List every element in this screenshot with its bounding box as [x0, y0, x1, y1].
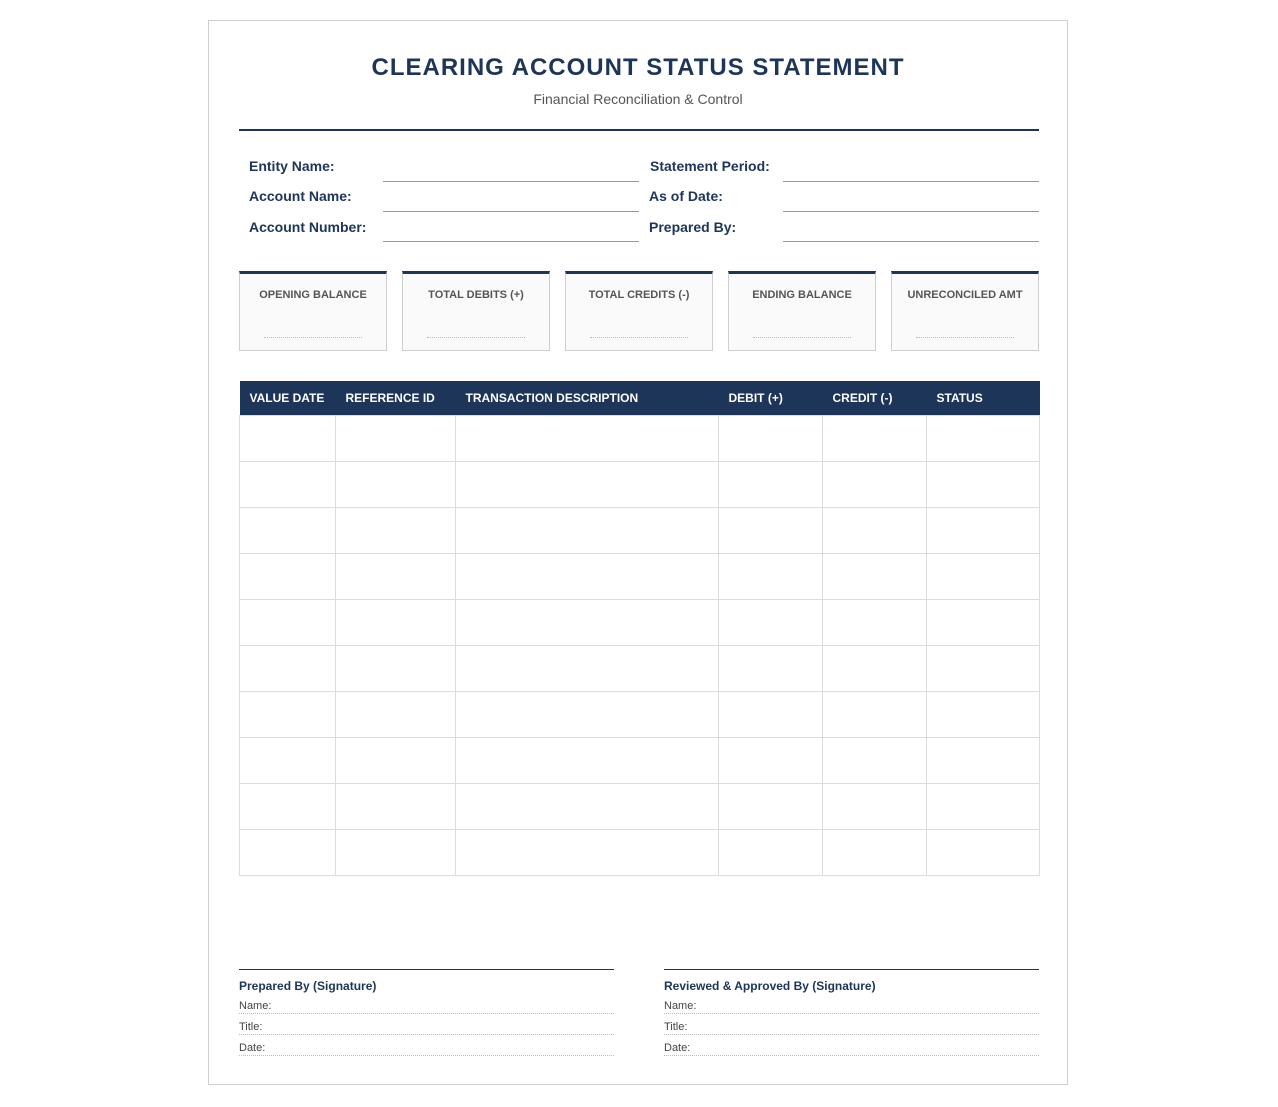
table-cell[interactable] — [456, 416, 719, 462]
table-cell[interactable] — [456, 738, 719, 784]
table-cell[interactable] — [719, 646, 823, 692]
reviewer-date-field[interactable]: Date: — [664, 1035, 1039, 1056]
table-row — [240, 830, 1040, 876]
table-cell[interactable] — [456, 554, 719, 600]
signature-title: Reviewed & Approved By (Signature) — [664, 979, 876, 993]
stat-label: ENDING BALANCE — [752, 289, 852, 301]
total-credits-box — [565, 271, 713, 351]
table-header-row — [240, 381, 1040, 416]
table-row — [240, 646, 1040, 692]
table-cell[interactable] — [927, 646, 1040, 692]
table-cell[interactable] — [719, 692, 823, 738]
statement-period-field[interactable] — [783, 181, 1039, 182]
signature-title: Prepared By (Signature) — [239, 979, 377, 993]
table-cell[interactable] — [456, 508, 719, 554]
total-debits-box — [402, 271, 550, 351]
signature-line[interactable] — [239, 969, 614, 970]
stat-label: TOTAL DEBITS (+) — [428, 289, 524, 301]
table-cell[interactable] — [240, 738, 336, 784]
entity-name-label: Entity Name: — [249, 158, 335, 174]
table-cell[interactable] — [823, 692, 927, 738]
table-body — [240, 416, 1040, 876]
opening-balance-box — [239, 271, 387, 351]
as-of-date-field[interactable] — [783, 211, 1039, 212]
table-cell[interactable] — [240, 554, 336, 600]
column-header-status: STATUS — [927, 381, 1040, 416]
table-cell[interactable] — [927, 462, 1040, 508]
document-title: CLEARING ACCOUNT STATUS STATEMENT — [371, 54, 905, 81]
table-cell[interactable] — [719, 784, 823, 830]
table-row — [240, 554, 1040, 600]
account-name-label: Account Name: — [249, 188, 352, 204]
stat-label: TOTAL CREDITS (-) — [588, 289, 690, 301]
column-header-debit: DEBIT (+) — [719, 381, 823, 416]
table-cell[interactable] — [456, 692, 719, 738]
total-debits-value[interactable] — [427, 337, 525, 338]
table-cell[interactable] — [456, 646, 719, 692]
as-of-date-label: As of Date: — [649, 188, 723, 204]
table-cell[interactable] — [336, 738, 456, 784]
table-cell[interactable] — [823, 462, 927, 508]
statement-period-label: Statement Period: — [650, 158, 770, 174]
column-header-value-date: VALUE DATE — [240, 381, 336, 416]
header-divider — [239, 129, 1039, 131]
table-cell[interactable] — [240, 692, 336, 738]
table-cell[interactable] — [240, 416, 336, 462]
table-cell[interactable] — [719, 600, 823, 646]
table-cell[interactable] — [719, 462, 823, 508]
table-cell[interactable] — [456, 462, 719, 508]
table-cell[interactable] — [719, 508, 823, 554]
table-cell[interactable] — [823, 554, 927, 600]
table-cell[interactable] — [823, 508, 927, 554]
table-cell[interactable] — [336, 692, 456, 738]
account-number-label: Account Number: — [249, 219, 367, 235]
table-cell[interactable] — [927, 508, 1040, 554]
table-cell[interactable] — [719, 830, 823, 876]
table-cell[interactable] — [927, 830, 1040, 876]
table-cell[interactable] — [823, 830, 927, 876]
signature-line[interactable] — [664, 969, 1039, 970]
table-row — [240, 784, 1040, 830]
preparer-title-field[interactable]: Title: — [239, 1014, 614, 1035]
table-row — [240, 508, 1040, 554]
table-cell[interactable] — [823, 738, 927, 784]
table-cell[interactable] — [719, 738, 823, 784]
table-cell[interactable] — [336, 416, 456, 462]
table-cell[interactable] — [927, 554, 1040, 600]
table-cell[interactable] — [336, 646, 456, 692]
opening-balance-value[interactable] — [264, 337, 362, 338]
table-cell[interactable] — [719, 416, 823, 462]
table-cell[interactable] — [336, 554, 456, 600]
entity-name-field[interactable] — [383, 181, 639, 182]
column-header-description: TRANSACTION DESCRIPTION — [456, 381, 719, 416]
table-cell[interactable] — [823, 600, 927, 646]
table-cell[interactable] — [240, 784, 336, 830]
reviewer-signature-block — [664, 969, 1039, 1056]
table-cell[interactable] — [240, 646, 336, 692]
total-credits-value[interactable] — [590, 337, 688, 338]
preparer-date-field[interactable]: Date: — [239, 1035, 614, 1056]
table-cell[interactable] — [823, 784, 927, 830]
transaction-table — [239, 381, 1040, 876]
table-row — [240, 738, 1040, 784]
table-cell[interactable] — [336, 830, 456, 876]
stat-label: OPENING BALANCE — [259, 289, 367, 301]
stat-label: UNRECONCILED AMT — [907, 289, 1023, 301]
table-row — [240, 462, 1040, 508]
account-number-field[interactable] — [383, 241, 639, 242]
ending-balance-value[interactable] — [753, 337, 851, 338]
ending-balance-box — [728, 271, 876, 351]
table-cell[interactable] — [823, 646, 927, 692]
table-cell[interactable] — [240, 830, 336, 876]
table-cell[interactable] — [823, 416, 927, 462]
table-cell[interactable] — [336, 462, 456, 508]
account-name-field[interactable] — [383, 211, 639, 212]
table-row — [240, 416, 1040, 462]
table-row — [240, 692, 1040, 738]
table-cell[interactable] — [456, 830, 719, 876]
table-cell[interactable] — [456, 600, 719, 646]
table-cell[interactable] — [240, 462, 336, 508]
statement-page — [208, 20, 1068, 1085]
table-cell[interactable] — [719, 554, 823, 600]
table-cell[interactable] — [456, 784, 719, 830]
table-cell[interactable] — [927, 416, 1040, 462]
document-subtitle: Financial Reconciliation & Control — [533, 91, 743, 107]
column-header-credit: CREDIT (-) — [823, 381, 927, 416]
table-cell[interactable] — [927, 692, 1040, 738]
unreconciled-amount-box — [891, 271, 1039, 351]
table-cell[interactable] — [927, 738, 1040, 784]
table-cell[interactable] — [336, 600, 456, 646]
table-cell[interactable] — [336, 784, 456, 830]
table-cell[interactable] — [927, 784, 1040, 830]
table-cell[interactable] — [240, 508, 336, 554]
table-cell[interactable] — [240, 600, 336, 646]
reviewer-name-field[interactable]: Name: — [664, 993, 1039, 1014]
preparer-name-field[interactable]: Name: — [239, 993, 614, 1014]
reviewer-title-field[interactable]: Title: — [664, 1014, 1039, 1035]
column-header-reference-id: REFERENCE ID — [336, 381, 456, 416]
unreconciled-amount-value[interactable] — [916, 337, 1014, 338]
preparer-signature-block — [239, 969, 614, 1056]
prepared-by-label: Prepared By: — [649, 219, 737, 235]
table-cell[interactable] — [927, 600, 1040, 646]
prepared-by-field[interactable] — [783, 241, 1039, 242]
table-row — [240, 600, 1040, 646]
table-cell[interactable] — [336, 508, 456, 554]
